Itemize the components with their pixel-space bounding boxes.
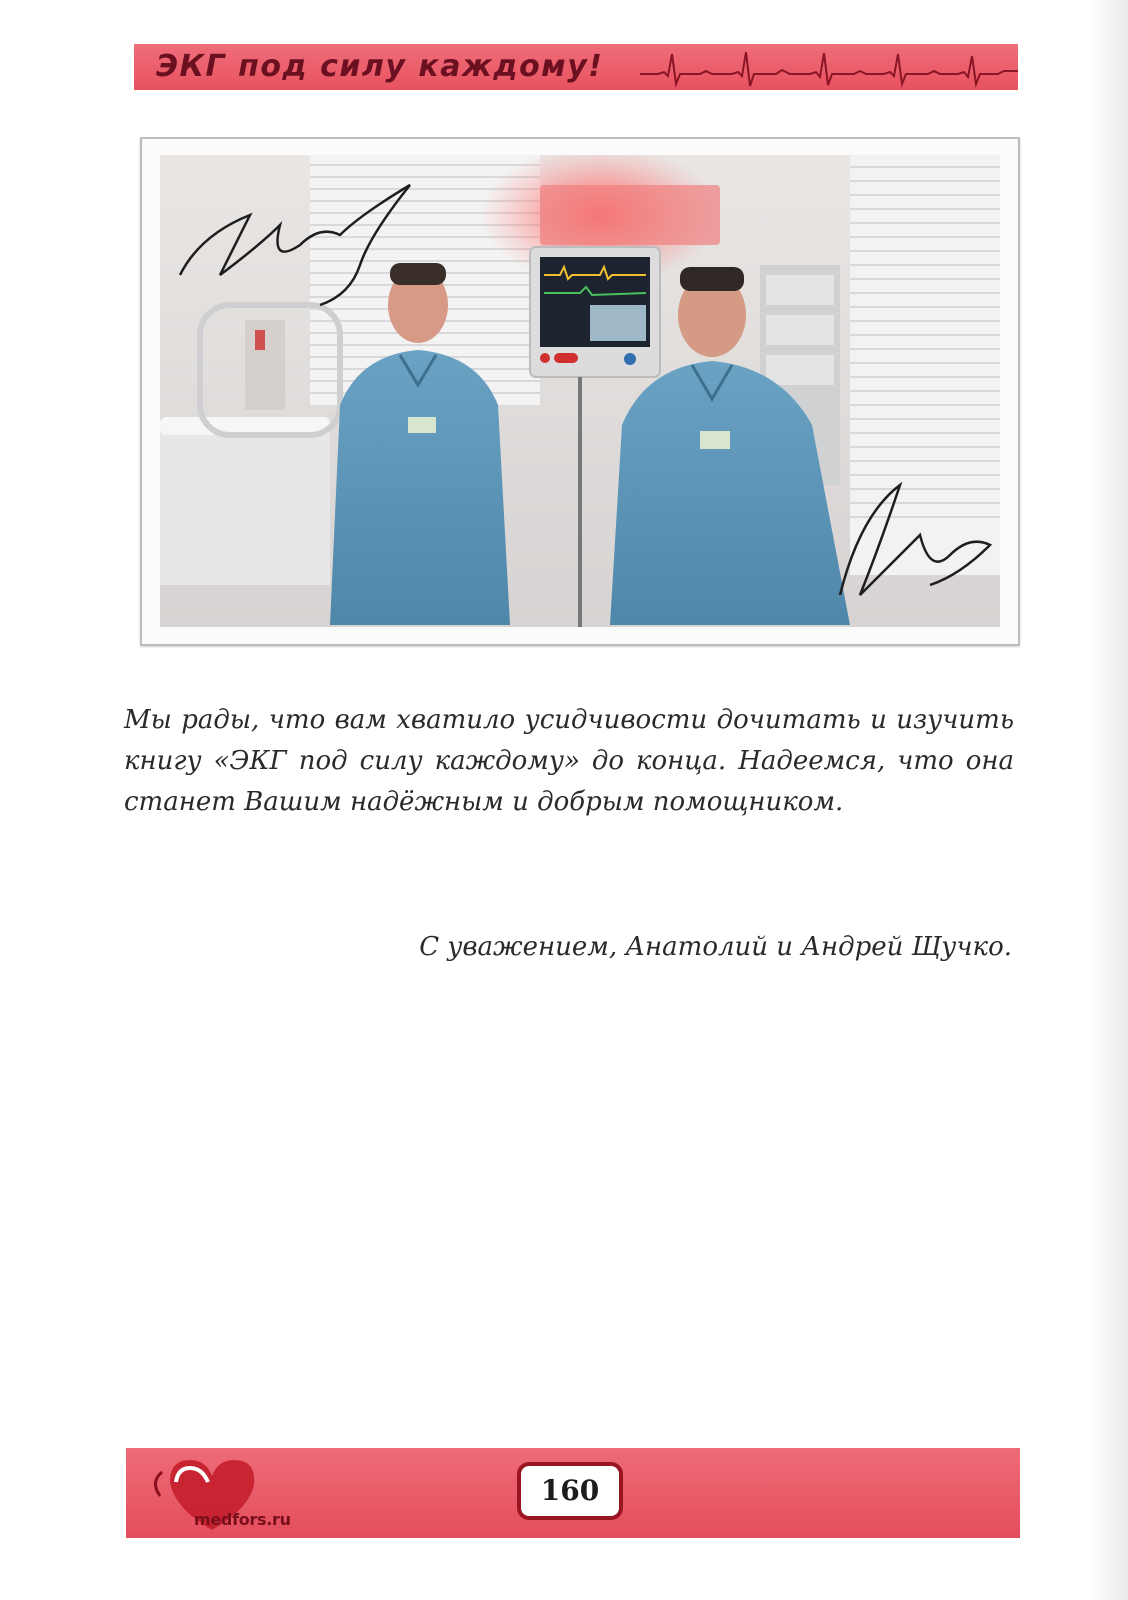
page-number: 160: [517, 1462, 623, 1520]
photo-frame: [140, 137, 1020, 646]
window-blinds-right: [850, 155, 1000, 575]
body-paragraph: Мы рады, что вам хватило усидчивости дочитать и изучить книгу «ЭКГ под силу каждому» до конца. Надеемся, что она станет Вашим надёжным и добрым помощником.: [124, 705, 1014, 817]
page-edge: [1088, 0, 1128, 1600]
page-header-title: ЭКГ под силу каждому!: [156, 49, 604, 84]
closing-signature: С уважением, Анатолий и Андрей Щучко.: [419, 932, 1012, 962]
ecg-wave-icon: [640, 44, 1018, 90]
logo-text: medfors.ru: [194, 1510, 291, 1529]
photo-two-doctors-icu: [160, 155, 1000, 627]
